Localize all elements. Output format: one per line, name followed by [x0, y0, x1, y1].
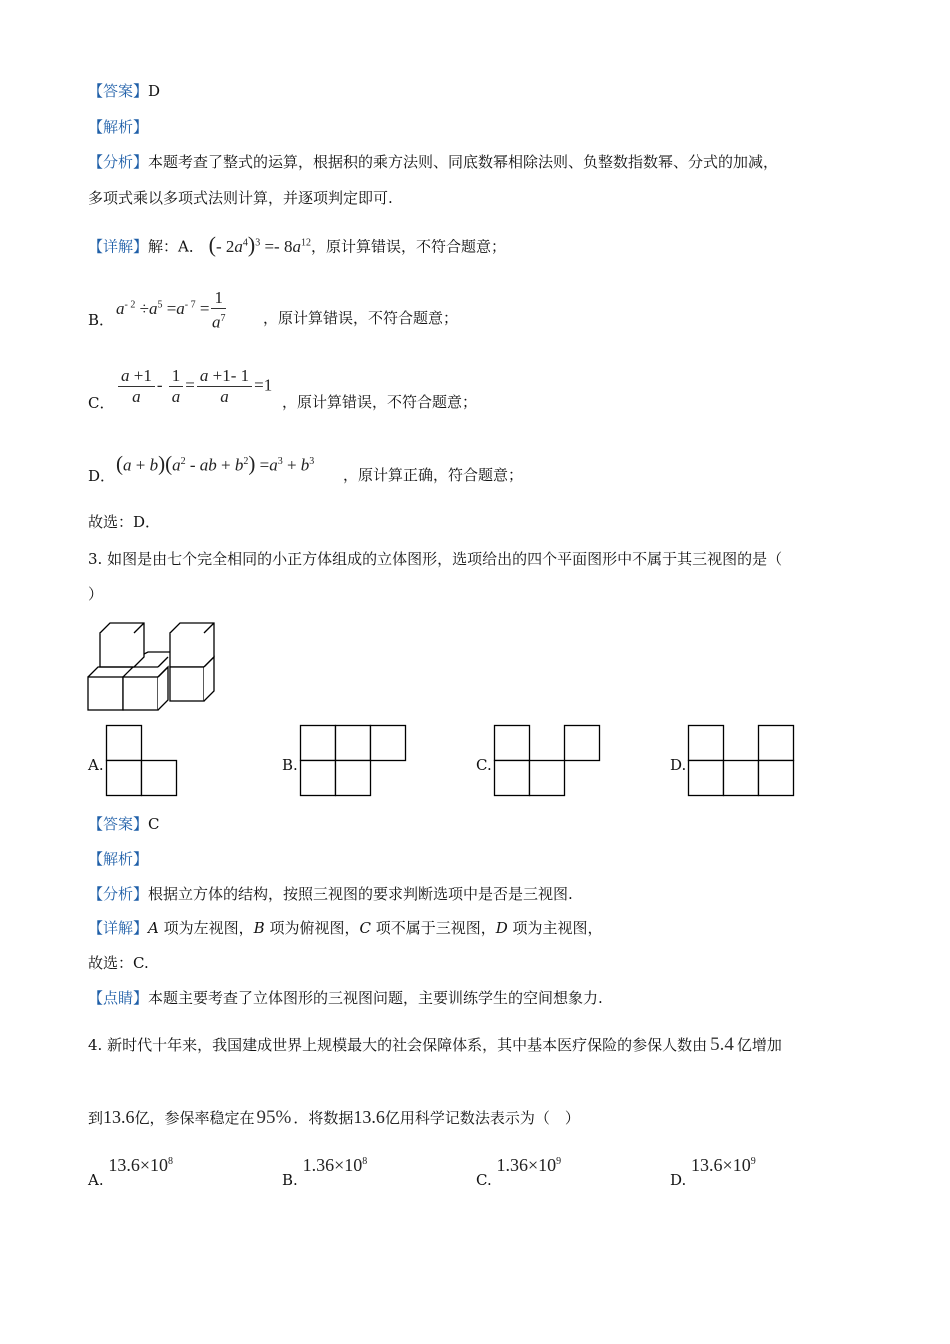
q3-option-C-label[interactable]: C. [476, 756, 492, 774]
answer-tag: 【答案】 [88, 815, 149, 833]
detail-A: A [148, 919, 159, 937]
detail-B: B [253, 919, 265, 937]
fenxi-tag: 【分析】 [88, 885, 149, 903]
mantissa: 13.6 [108, 1155, 140, 1175]
q4-option-A-value: $13.6\times 10^8$ [108, 1155, 174, 1175]
q4-option-B-label: B. [282, 1171, 298, 1189]
q4-stem-part2: 亿增加 [736, 1036, 782, 1054]
exponent: 8 [362, 1156, 368, 1167]
q3-fenxi-line [88, 884, 573, 904]
q2-detail-A [88, 233, 506, 257]
optC-result: ，原计算错误，不符合题意； [282, 393, 478, 411]
q4-stem-part4: 亿，参保率稳定在 [134, 1109, 255, 1127]
optC-label: C． [88, 394, 115, 412]
q4-option-B-value: $1.36\times 10^8$ [302, 1155, 368, 1175]
q3-analysis-tag: 【解析】 [88, 850, 149, 868]
q3-option-A-figure[interactable] [106, 725, 178, 797]
q4-option-C-label: C. [476, 1171, 492, 1189]
q3-option-C-figure[interactable] [494, 725, 602, 797]
q4-num-13-6: 13.6 [103, 1107, 135, 1127]
q3-detail-line [88, 918, 603, 938]
optD-result: ，原计算正确，符合题意； [343, 466, 524, 484]
q4-option-A-label: A. [88, 1171, 104, 1189]
q3-option-D-label[interactable]: D. [670, 756, 687, 774]
q3-option-B-figure[interactable] [300, 725, 408, 797]
dianjing-text: 本题主要考查了立体图形的三视图问题，主要训练学生的空间想象力. [148, 989, 603, 1007]
detail-C-text: 项不属于三视图， [370, 919, 496, 937]
q3-answer-line [88, 814, 160, 834]
q4-option-D-label: D. [670, 1171, 687, 1189]
q4-stem-part3: 到 [88, 1109, 104, 1127]
formula-D: $(a + b)(a^2$ - ab + $b^2) =a^3 + b^3$ [116, 451, 315, 476]
q3-stem-line2: ） [88, 585, 104, 603]
dianjing-tag: 【点睛】 [88, 989, 149, 1007]
q4-num-5-4: 5.4 [710, 1034, 734, 1055]
q4-stem-part6: 亿用科学记数法表示为（ ） [384, 1109, 580, 1127]
formula-B: $a^{- 2} \div a^5 =a^{- 7}$ = $\frac{1}{a^7}$ [116, 288, 226, 332]
optA-result: ，原计算错误，不符合题意； [310, 237, 506, 256]
q3-conclusion: 故选：C. [88, 954, 149, 972]
answer-tag: 【答案】 [88, 82, 149, 100]
q4-stem-part1: 4. 新时代十年来，我国建成世界上规模最大的社会保障体系，其中基本医疗保险的参保人数由 [88, 1036, 708, 1054]
fenxi-text: 本题考查了整式的运算，根据积的乘方法则、同底数幂相除法则、负整数指数幂、分式的加减， [148, 153, 779, 171]
q2-conclusion: 故选：D． [88, 513, 161, 531]
q4-option-A[interactable] [88, 1155, 174, 1189]
q3-option-D-figure[interactable] [688, 725, 796, 797]
q4-stem-line1 [88, 1035, 782, 1055]
q2-fenxi-line1 [88, 152, 778, 172]
formula-A: (- $2a^4)^3 =- 8a^{12}$ [208, 231, 311, 257]
detail-D-text: 项为主视图， [507, 919, 603, 937]
q4-stem-part5: ．将数据 [293, 1109, 354, 1127]
q3-option-B-label[interactable]: B. [282, 756, 298, 774]
q2-answer-line [88, 81, 160, 101]
q4-option-C[interactable] [476, 1155, 562, 1189]
q4-stem-line2 [88, 1107, 580, 1128]
q3-option-A-label[interactable]: A. [88, 756, 104, 774]
formula-C: $\frac{a +1}{a}$ - $\frac{1}{a}$ = $\frac{a +1- 1}{a}$ =1 [116, 367, 272, 406]
exponent: 9 [556, 1156, 562, 1167]
mantissa: 13.6 [691, 1155, 723, 1175]
mantissa: 1.36 [496, 1155, 528, 1175]
fenxi-text: 根据立方体的结构，按照三视图的要求判断选项中是否是三视图. [148, 885, 573, 903]
q3-stem-line1: 3. 如图是由七个完全相同的小正方体组成的立体图形，选项给出的四个平面图形中不属于其三视图的是（ [88, 550, 783, 568]
q4-option-B[interactable] [282, 1155, 368, 1189]
exponent: 9 [750, 1156, 756, 1167]
detail-D: D [495, 919, 508, 937]
answer-value: D [148, 82, 161, 100]
exponent: 8 [168, 1156, 174, 1167]
fenxi-tag: 【分析】 [88, 153, 149, 171]
q4-num-13-6-b: 13.6 [353, 1107, 385, 1127]
detail-C: C [359, 919, 371, 937]
optD-label: D． [88, 467, 116, 485]
answer-value: C [148, 815, 160, 833]
optB-label: B． [88, 311, 115, 329]
q2-fenxi-line2: 多项式乘以多项式法则计算，并逐项判定即可. [88, 189, 393, 207]
detail-tag: 【详解】 [88, 919, 149, 937]
q2-analysis-tag: 【解析】 [88, 118, 149, 136]
detail-tag: 【详解】 [88, 237, 149, 256]
q3-dianjing-line [88, 988, 603, 1008]
q4-option-D[interactable] [670, 1155, 756, 1189]
optB-result: ，原计算错误，不符合题意； [263, 309, 459, 327]
q4-option-D-value: $13.6\times 10^9$ [691, 1155, 756, 1175]
detail-B-text: 项为俯视图， [264, 919, 360, 937]
mantissa: 1.36 [302, 1155, 335, 1175]
detail-prefix: 解：A． [148, 237, 204, 256]
cube-solid-figure [86, 619, 226, 714]
detail-A-text: 项为左视图， [158, 919, 254, 937]
q4-num-95: 95% [256, 1107, 292, 1128]
q4-option-C-value: $1.36\times 10^9$ [496, 1155, 562, 1175]
